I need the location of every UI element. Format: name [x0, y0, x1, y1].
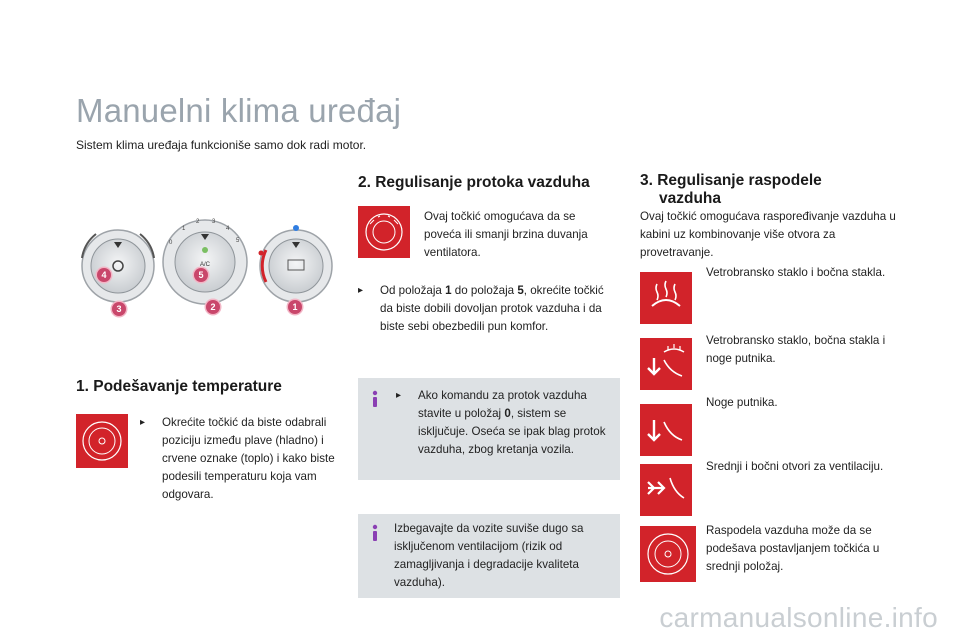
- bullet-icon: ▸: [140, 417, 146, 428]
- svg-text:3: 3: [212, 219, 216, 225]
- info-box-1: ▸ Ako komandu za protok vazduha stavite u položaj 0, sistem se isključuje. Oseća se ipak blag protok vazduha, zbog kretanja vozila.: [358, 378, 620, 480]
- mode-text-4: Srednji i bočni otvori za ventilaciju.: [706, 460, 884, 473]
- svg-text:2: 2: [196, 219, 200, 225]
- info-icon: [368, 524, 382, 542]
- mode-text-2: Vetrobransko staklo, bočna stakla i noge putnika.: [706, 334, 886, 365]
- info-box-2-text: Izbegavajte da vozite suviše dugo sa isključenom ventilacijom (rizik od zamagljivanja i degradacije kvaliteta vazduha).: [394, 522, 584, 589]
- mode-text-5: Raspodela vazduha može da se podešava postavljanjem točkića u srednji položaj.: [706, 524, 880, 573]
- feet-vent-icon: [640, 404, 692, 456]
- mode-thumb-3: [640, 404, 692, 456]
- face-vent-icon: [640, 464, 692, 516]
- page-subtitle: Sistem klima uređaja funkcioniše samo dok radi motor.: [76, 138, 367, 152]
- windscreen-feet-icon: [640, 338, 692, 390]
- info-icon: [368, 390, 382, 408]
- fan-knob-thumb: [358, 206, 410, 258]
- distribution-knob-icon: [640, 526, 696, 582]
- svg-text:4: 4: [226, 226, 230, 232]
- fan-knob-icon: [358, 206, 410, 258]
- bullet-icon: ▸: [358, 285, 364, 296]
- section2-bullet: ▸ Od položaja 1 do položaja 5, okrećite točkić da biste dobili dovoljan protok vazduha i da biste sebi obezbedili pun komfor.: [358, 282, 608, 336]
- bullet-icon: ▸: [396, 390, 402, 401]
- callout-5: 5: [194, 268, 208, 282]
- windscreen-demist-icon: [640, 272, 692, 324]
- callout-3: 3: [112, 302, 126, 316]
- callout-2: 2: [206, 300, 220, 314]
- mode-text-1: Vetrobransko staklo i bočna stakla.: [706, 266, 886, 279]
- svg-text:5: 5: [236, 238, 240, 244]
- watermark: carmanualsonline.info: [659, 602, 938, 633]
- mode-thumb-1: [640, 272, 692, 324]
- section1-heading: 1. Podešavanje temperature: [76, 378, 282, 395]
- mode-thumb-5: [640, 526, 696, 582]
- callout-4: 4: [97, 268, 111, 282]
- section1-bullet: ▸ Okrećite točkić da biste odabrali poziciju između plave (hladno) i crvene oznake (toplo) i kako biste podesili temperaturu koja vam odgovara.: [140, 414, 340, 504]
- climate-control-panel: [70, 210, 340, 325]
- section3-intro: Ovaj točkić omogućava raspoređivanje vazduha u kabini uz kombinovanje više otvora za provetravanje.: [640, 210, 896, 259]
- section3-heading: 3. Regulisanje raspodele vazduha: [640, 172, 822, 207]
- svg-text:0: 0: [169, 240, 173, 246]
- callout-1: 1: [288, 300, 302, 314]
- info-box-2: [358, 514, 620, 598]
- page-title: Manuelni klima uređaj: [76, 92, 402, 129]
- temperature-knob-thumb: [76, 414, 128, 468]
- section2-heading: 2. Regulisanje protoka vazduha: [358, 174, 590, 191]
- temperature-knob-icon: [76, 414, 128, 468]
- mode-text-3: Noge putnika.: [706, 396, 778, 409]
- mode-thumb-2: [640, 338, 692, 390]
- svg-text:1: 1: [182, 226, 186, 232]
- mode-thumb-4: [640, 464, 692, 516]
- ac-label: A/C: [199, 262, 211, 268]
- section2-intro: Ovaj točkić omogućava da se poveća ili smanji brzina duvanja ventilatora.: [424, 210, 588, 259]
